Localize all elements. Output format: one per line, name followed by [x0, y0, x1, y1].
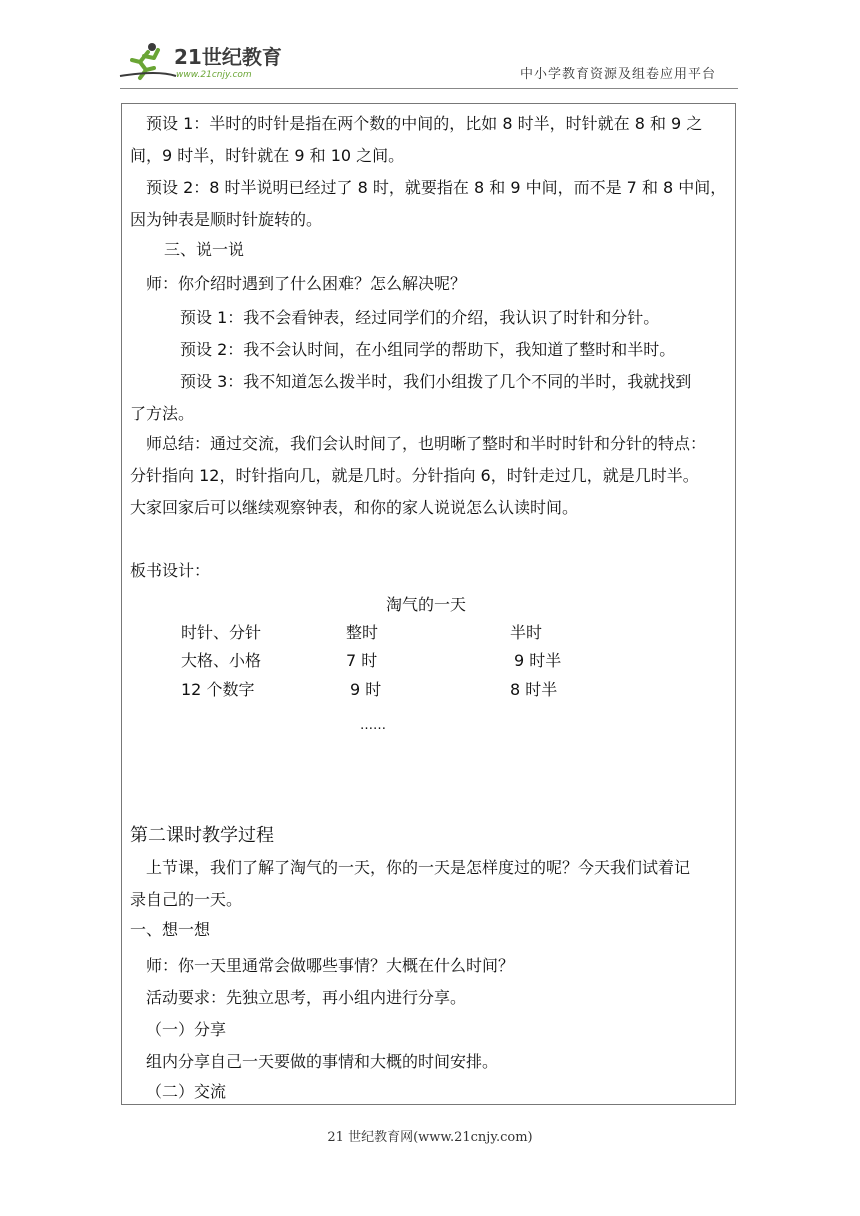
board-cell: 整时 — [346, 623, 379, 642]
share-text: 组内分享自己一天要做的事情和大概的时间安排。 — [146, 1052, 499, 1071]
answer-3-cont: 了方法。 — [130, 404, 195, 423]
lesson-2-intro: 上节课，我们了解了淘气的一天，你的一天是怎样度过的呢？今天我们试着记 — [146, 858, 691, 877]
preset-2-text: 预设 2：8 时半说明已经过了 8 时，就要指在 8 和 9 中间，而不是 7 和 8 中间， — [146, 178, 727, 197]
board-title: 淘气的一天 — [386, 595, 467, 614]
subsection-exchange: （二）交流 — [146, 1082, 227, 1101]
section-heading-talk: 三、说一说 — [164, 240, 245, 259]
header-divider — [120, 88, 738, 89]
board-cell: 12 个数字 — [181, 680, 255, 699]
logo-url: www.21cnjy.com — [176, 70, 252, 80]
board-cell: 大格、小格 — [181, 651, 262, 670]
teacher-question-2: 师：你一天里通常会做哪些事情？大概在什么时间？ — [146, 956, 515, 975]
preset-1-text: 预设 1：半时的时针是指在两个数的中间的，比如 8 时半，时针就在 8 和 9 之 — [146, 114, 703, 133]
teacher-question: 师：你介绍时遇到了什么困难？怎么解决呢？ — [146, 274, 467, 293]
answer-2: 预设 2：我不会认时间，在小组同学的帮助下，我知道了整时和半时。 — [180, 340, 676, 359]
board-cell: 7 时 — [346, 651, 378, 670]
board-cell: 半时 — [510, 623, 543, 642]
logo-text: 21世纪教育 — [174, 45, 282, 69]
answer-3: 预设 3：我不知道怎么拨半时，我们小组拨了几个不同的半时，我就找到 — [180, 372, 692, 391]
board-cell: 9 时半 — [514, 651, 562, 670]
page-footer: 21 世纪教育网(www.21cnjy.com) — [327, 1130, 533, 1145]
site-logo — [118, 40, 288, 82]
board-design-label: 板书设计： — [130, 561, 211, 580]
answer-1: 预设 1：我不会看钟表，经过同学们的介绍，我认识了时针和分针。 — [180, 308, 660, 327]
subsection-share: （一）分享 — [146, 1020, 227, 1039]
preset-1-text-cont: 间，9 时半，时针就在 9 和 10 之间。 — [130, 146, 405, 165]
board-cell: 8 时半 — [510, 680, 558, 699]
lesson-2-intro-cont: 录自己的一天。 — [130, 890, 243, 909]
board-cell: 时针、分针 — [181, 623, 262, 642]
summary-line-1: 师总结：通过交流，我们会认时间了，也明晰了整时和半时时针和分针的特点： — [146, 434, 707, 453]
summary-line-3: 大家回家后可以继续观察钟表，和你的家人说说怎么认读时间。 — [130, 498, 579, 517]
lesson-2-title: 第二课时教学过程 — [130, 825, 274, 846]
board-cell: 9 时 — [350, 680, 382, 699]
section-heading-think: 一、想一想 — [130, 920, 211, 939]
activity-requirement: 活动要求：先独立思考，再小组内进行分享。 — [146, 988, 467, 1007]
preset-2-text-cont: 因为钟表是顺时针旋转的。 — [130, 210, 323, 229]
logo-runner-icon — [118, 40, 288, 82]
board-ellipsis: …… — [360, 718, 386, 733]
header-tagline: 中小学教育资源及组卷应用平台 — [520, 67, 717, 82]
summary-line-2: 分针指向 12，时针指向几，就是几时。分针指向 6，时针走过几，就是几时半。 — [130, 466, 699, 485]
